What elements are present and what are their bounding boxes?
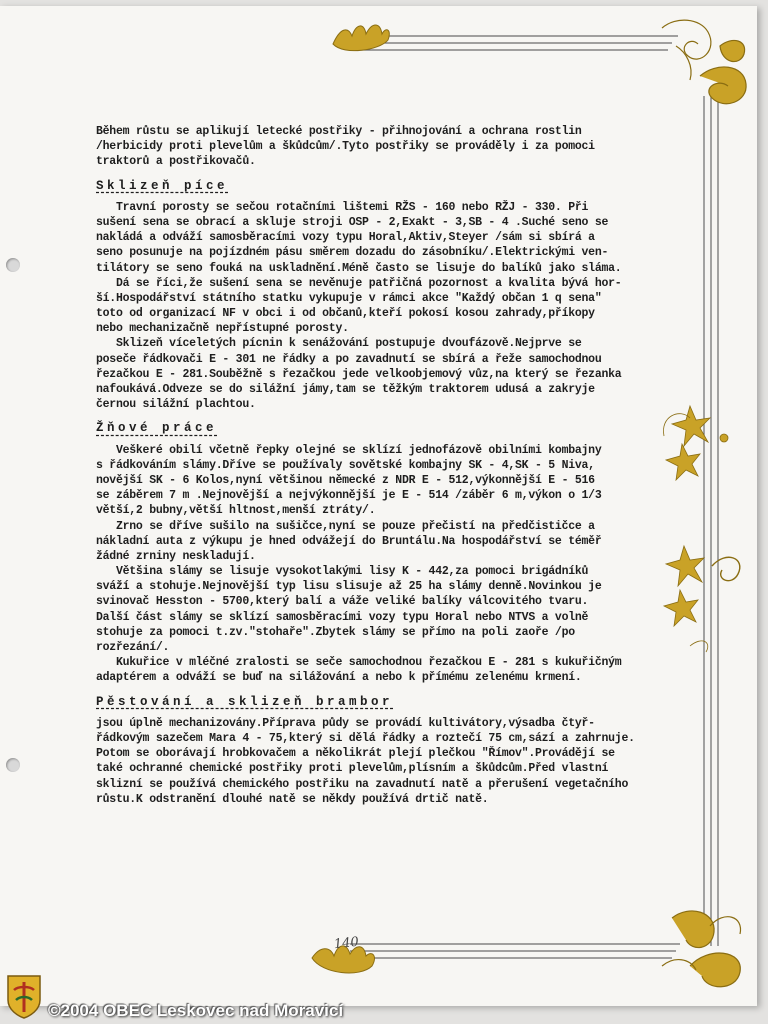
body-line: Potom se oborávají hrobkovačem a několikrát plejí plečkou "Římov".Provádějí se [96, 747, 615, 761]
body-line: s řádkováním slámy.Dříve se používaly sovětské kombajny SK - 4,SK - 5 Niva, [96, 458, 595, 472]
body-line: řezačkou E - 281.Souběžně s řezačkou jede velkoobjemový vůz,na který se řezanka [96, 367, 622, 381]
body-line: rozřezání/. [96, 641, 170, 655]
page-number: 140 [333, 934, 360, 953]
body-line: sklizní se používá chemického postřiku na zavadnutí natě a přerušení vegetačního [96, 777, 629, 791]
section-heading: Žňové práce [96, 421, 218, 436]
body-line: Většina slámy se lisuje vysokotlakými lisy K - 442,za pomoci brigádníků [96, 565, 589, 579]
section-heading: Pěstování a sklizeň brambor [96, 694, 394, 709]
intro-line: traktorů a postřikovačů. [96, 155, 256, 169]
body-line: adaptérem a odváží se buď na silážování a nebo k přímému zelenému krmení. [96, 671, 582, 685]
section-heading: Sklizeň píce [96, 178, 229, 193]
body-line: Dá se říci,že sušení sena se nevěnuje patřičná pozornost a kvalita bývá hor- [96, 276, 622, 290]
body-line: černou silážní plachtou. [96, 398, 256, 412]
body-line: větší,2 bubny,větší hltnost,menší ztráty/. [96, 504, 376, 518]
body-line: Travní porosty se sečou rotačními lištemi RŽS - 160 nebo RŽJ - 330. Při [96, 200, 589, 214]
body-line: sváží a stohuje.Nejnovější typ lisu slisuje až 25 ha slámy denně.Novinkou je [96, 580, 602, 594]
floral-corner-ornament-icon [333, 25, 389, 51]
body-line: Kukuřice v mléčné zralosti se seče samochodnou řezačkou E - 281 s kukuřičným [96, 656, 622, 670]
body-line: také ochranné chemické postřiky proti plevelům,plísním a škůdcům.Před vlastní [96, 762, 609, 776]
body-line: stohuje za pomoci t.zv."stohaře".Zbytek slámy se přímo na poli zaoře /po [96, 625, 575, 639]
body-line: Zrno se dříve sušilo na sušičce,nyní se pouze přečistí na předčističce a [96, 519, 595, 533]
body-line: sušení sena se obrací a skluje stroji OSP - 2,Exakt - 3,SB - 4 .Suché seno se [96, 215, 609, 229]
floral-corner-ornament-icon [662, 20, 746, 104]
copyright-footer: ©2004 OBEC Leskovec nad Moravicí [48, 1001, 344, 1020]
body-line: nafoukává.Odveze se do silážní jámy,tam se těžkým traktorem udusá a zakryje [96, 383, 595, 397]
body-line: novější SK - 6 Kolos,nyní většinou německé z NDR E - 512,výkonnější E - 516 [96, 473, 595, 487]
intro-line: /herbicidy proti plevelům a škůdcům/.Tyto postřiky se prováděly i za pomoci [96, 140, 595, 154]
body-line: nákladní auta z výkupu je hned odvážejí do Bruntálu.Na hospodářství se téměř [96, 534, 602, 548]
crest-icon [4, 972, 44, 1020]
body-line: seno posunuje na pojízdném pásu směrem dozadu do zásobníku/.Elektrickými ven- [96, 246, 609, 260]
body-line: toto od organizací NF v obci i od občanů,kteří pokosí kosou zahrady,příkopy [96, 307, 595, 321]
body-line: Veškeré obilí včetně řepky olejné se sklízí jednofázově obilními kombajny [96, 443, 602, 457]
floral-corner-ornament-icon [662, 911, 741, 987]
body-line: nebo mechanizačně nepřístupné porosty. [96, 322, 349, 336]
body-line: Sklizeň víceletých pícnin k senážování postupuje dvoufázově.Nejprve se [96, 337, 582, 351]
body-line: nakládá a odváží samosběracími vozy typu Horal,Aktiv,Steyer /sám si sbírá a [96, 231, 595, 245]
body-line: svinovač Hesston - 5700,který balí a váže veliké balíky válcovitého tvaru. [96, 595, 589, 609]
body-line: ší.Hospodářství státního statku vykupuje v rámci akce "Každý občan 1 q sena" [96, 291, 602, 305]
body-line: řádkovým sazečem Mara 4 - 75,který si dělá řádky a roztečí 75 cm,sází a zahrnuje. [96, 731, 635, 745]
intro-line: Během růstu se aplikují letecké postřiky - přihnojování a ochrana rostlin [96, 125, 582, 138]
body-line: Další část slámy se sklízí samosběracími vozy typu Horal nebo NTVS a volně [96, 610, 589, 624]
typed-text-body [96, 124, 696, 807]
body-line: žádné zrniny neskladují. [96, 549, 256, 563]
body-line: se záběrem 7 m .Nejnovější a nejvýkonnější je E - 514 /záběr 6 m,výkon o 1/3 [96, 489, 602, 503]
body-line: růstu.K odstranění dlouhé natě se někdy používá drtič natě. [96, 792, 489, 806]
body-line: poseče řádkovači E - 301 ne řádky a po zavadnutí se sbírá a řeže samochodnou [96, 352, 602, 366]
body-line: jsou úplně mechanizovány.Příprava půdy se provádí kultivátory,výsadba čtyř- [96, 716, 595, 730]
body-line: tilátory se seno fouká na uskladnění.Méně často se lisuje do balíků jako sláma. [96, 261, 622, 275]
